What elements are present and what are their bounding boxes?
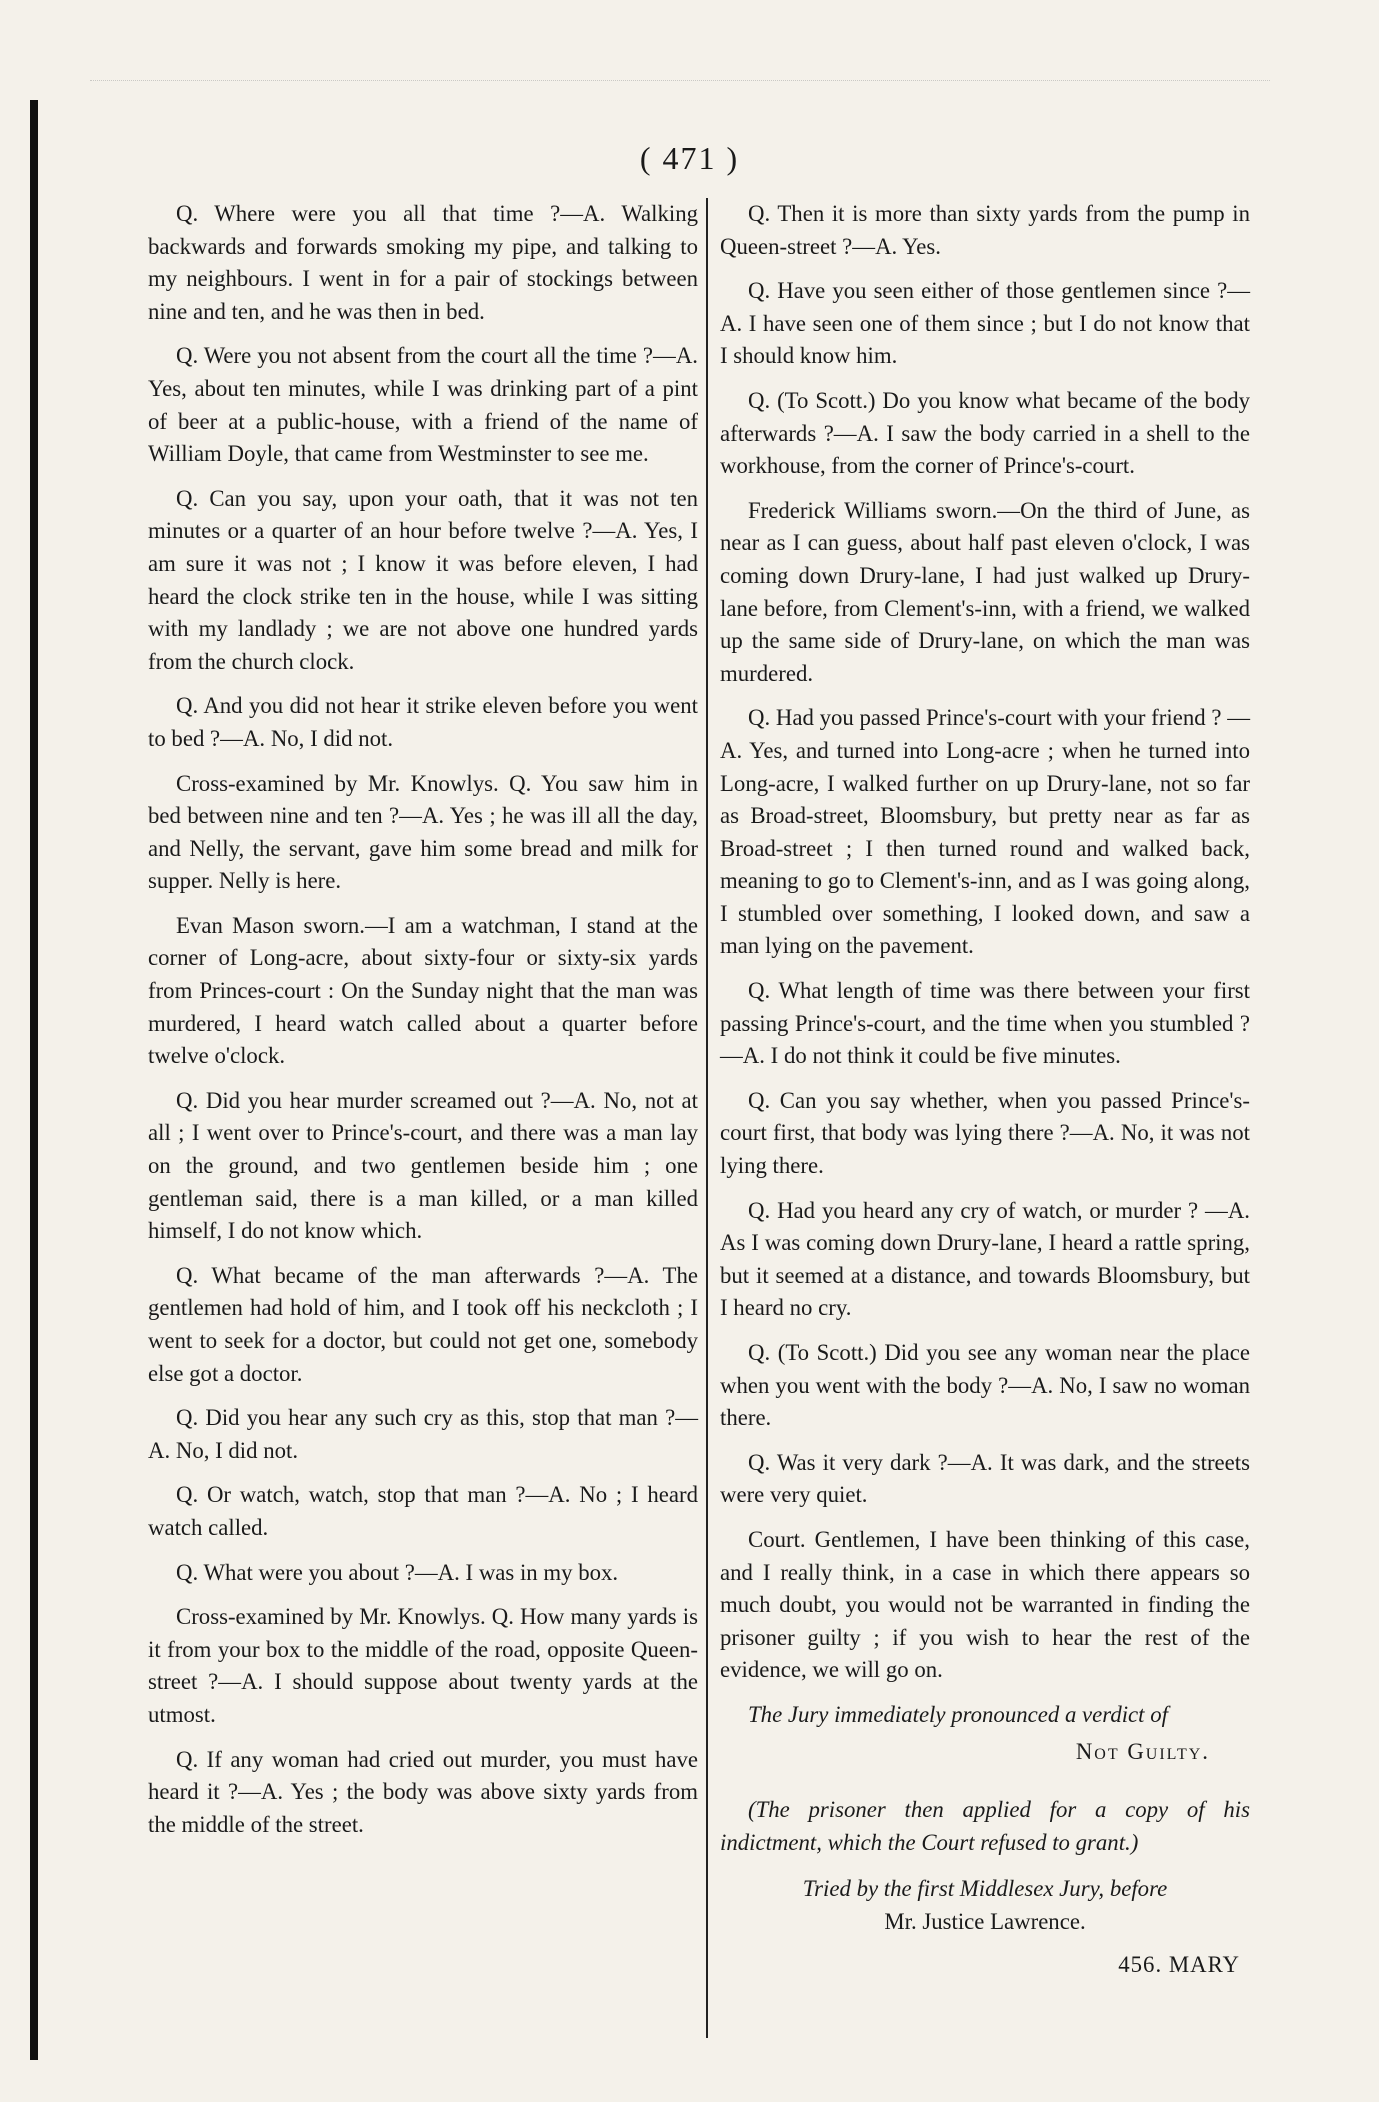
paragraph: Q. Where were you all that time ?—A. Walking backwards and forwards smoking my pipe, and talking to my neighbours. I went in for a pair of stockings between nine and ten, and he was then in bed. [148, 201, 698, 324]
paragraph: Evan Mason sworn.—I am a watchman, I stand at the corner of Long-acre, about sixty-four or sixty-six yards from Princes-court : On the Sunday night that the man was murdered, I heard watch called about a quarter before twelve o'clock. [148, 912, 698, 1069]
paragraph: Court. Gentlemen, I have been thinking of this case, and I really think, in a case in which there appears so much doubt, you would not be warranted in finding the prisoner guilty ; if you wish to hear the rest of the evidence, we will go on. [720, 1526, 1250, 1683]
paragraph: Q. (To Scott.) Do you know what became of the body afterwards ?—A. I saw the body carried in a shell to the workhouse, from the corner of Prince's-court. [720, 387, 1250, 479]
paragraph: Q. Can you say, upon your oath, that it was not ten minutes or a quarter of an hour before twelve ?—A. Yes, I am sure it was not ; I know it was before eleven, I had heard the clock strike ten in the house, while I was sitting with my landlady ; we are not above one hundred yards from the church clock. [148, 485, 698, 674]
paragraph: Q. What length of time was there between your first passing Prince's-court, and the time when you stumbled ? —A. I do not think it could be five minutes. [720, 978, 1250, 1069]
paragraph: Frederick Williams sworn.—On the third of June, as near as I can guess, about half past eleven o'clock, I was coming down Drury-lane, I had just walked up Drury-lane before, from Clement's-inn, with a friend, we walked up the same side of Drury-lane, on which the man was murdered. [720, 497, 1250, 686]
right-column [720, 198, 1250, 1993]
paragraph: Q. Had you heard any cry of watch, or murder ? —A. As I was coming down Drury-lane, I heard a rattle spring, but it seemed at a distance, and towards Bloomsbury, but I heard no cry. [720, 1197, 1250, 1321]
verdict-intro: The Jury immediately pronounced a verdict of [748, 1701, 1168, 1727]
paragraph: Q. Have you seen either of those gentlemen since ?—A. I have seen one of them since ; but I do not know that I should know him. [720, 278, 1250, 369]
paragraph: Q. Or watch, watch, stop that man ?—A. No ; I heard watch called. [148, 1482, 698, 1540]
paragraph: Cross-examined by Mr. Knowlys. Q. You saw him in bed between nine and ten ?—A. Yes ; he was ill all the day, and Nelly, the servant, gave him some bread and milk for supper. Nelly is here. [148, 770, 698, 894]
page-number: ( 471 ) [639, 140, 740, 176]
paragraph: Q. And you did not hear it strike eleven before you went to bed ?—A. No, I did not. [148, 693, 698, 751]
paragraph: Q. Was it very dark ?—A. It was dark, and the streets were very quiet. [720, 1449, 1250, 1508]
column-divider [706, 198, 708, 2038]
paragraph: Q. Did you hear any such cry as this, stop that man ?—A. No, I did not. [148, 1405, 698, 1463]
paragraph: Q. What were you about ?—A. I was in my box. [176, 1559, 619, 1585]
paragraph: Q. What became of the man afterwards ?—A. The gentlemen had hold of him, and I took off his neckcloth ; I went to seek for a doctor, but could not get one, somebody else got a doctor. [148, 1262, 698, 1386]
left-column [148, 198, 698, 1853]
judge: Mr. Justice Lawrence. [884, 1908, 1086, 1934]
verdict: Not Guilty. [1075, 1738, 1210, 1764]
scan-noise [90, 80, 1270, 101]
paragraph: Q. Can you say whether, when you passed Prince's-court first, that body was lying there ?—A. No, it was not lying there. [720, 1087, 1250, 1179]
tried-by: Tried by the first Middlesex Jury, before [802, 1876, 1168, 1902]
paragraph: Q. (To Scott.) Did you see any woman near the place when you went with the body ?—A. No, I saw no woman there. [720, 1340, 1250, 1431]
catchword: 456. MARY [1118, 1951, 1240, 1977]
court-note: (The prisoner then applied for a copy of his indictment, which the Court refused to grant.) [720, 1797, 1250, 1855]
paragraph: Q. Did you hear murder screamed out ?—A. No, not at all ; I went over to Prince's-court, and there was a man lay on the ground, and two gentlemen beside him ; one gentleman said, there is a man killed, or a man killed himself, I do not know which. [148, 1087, 698, 1244]
paragraph: Q. Were you not absent from the court all the time ?—A. Yes, about ten minutes, while I was drinking part of a pint of beer at a public-house, with a friend of the name of William Doyle, that came from Westminster to see me. [148, 343, 698, 467]
binding-shadow [30, 100, 38, 2060]
paragraph: Q. Had you passed Prince's-court with your friend ? —A. Yes, and turned into Long-acre ; when he turned into Long-acre, I walked further on up Drury-lane, not so far as Broad-street, Bloomsbury, but pretty near as far as Broad-street ; I then turned round and walked back, meaning to go to Clement's-inn, and as I was going along, I stumbled over something, I looked down, and saw a man lying on the pavement. [720, 705, 1250, 959]
paragraph: Q. If any woman had cried out murder, you must have heard it ?—A. Yes ; the body was above sixty yards from the middle of the street. [148, 1746, 698, 1837]
paragraph: Cross-examined by Mr. Knowlys. Q. How many yards is it from your box to the middle of the road, opposite Queen-street ?—A. I should suppose about twenty yards at the utmost. [148, 1604, 698, 1727]
paragraph: Q. Then it is more than sixty yards from the pump in Queen-street ?—A. Yes. [720, 201, 1250, 259]
